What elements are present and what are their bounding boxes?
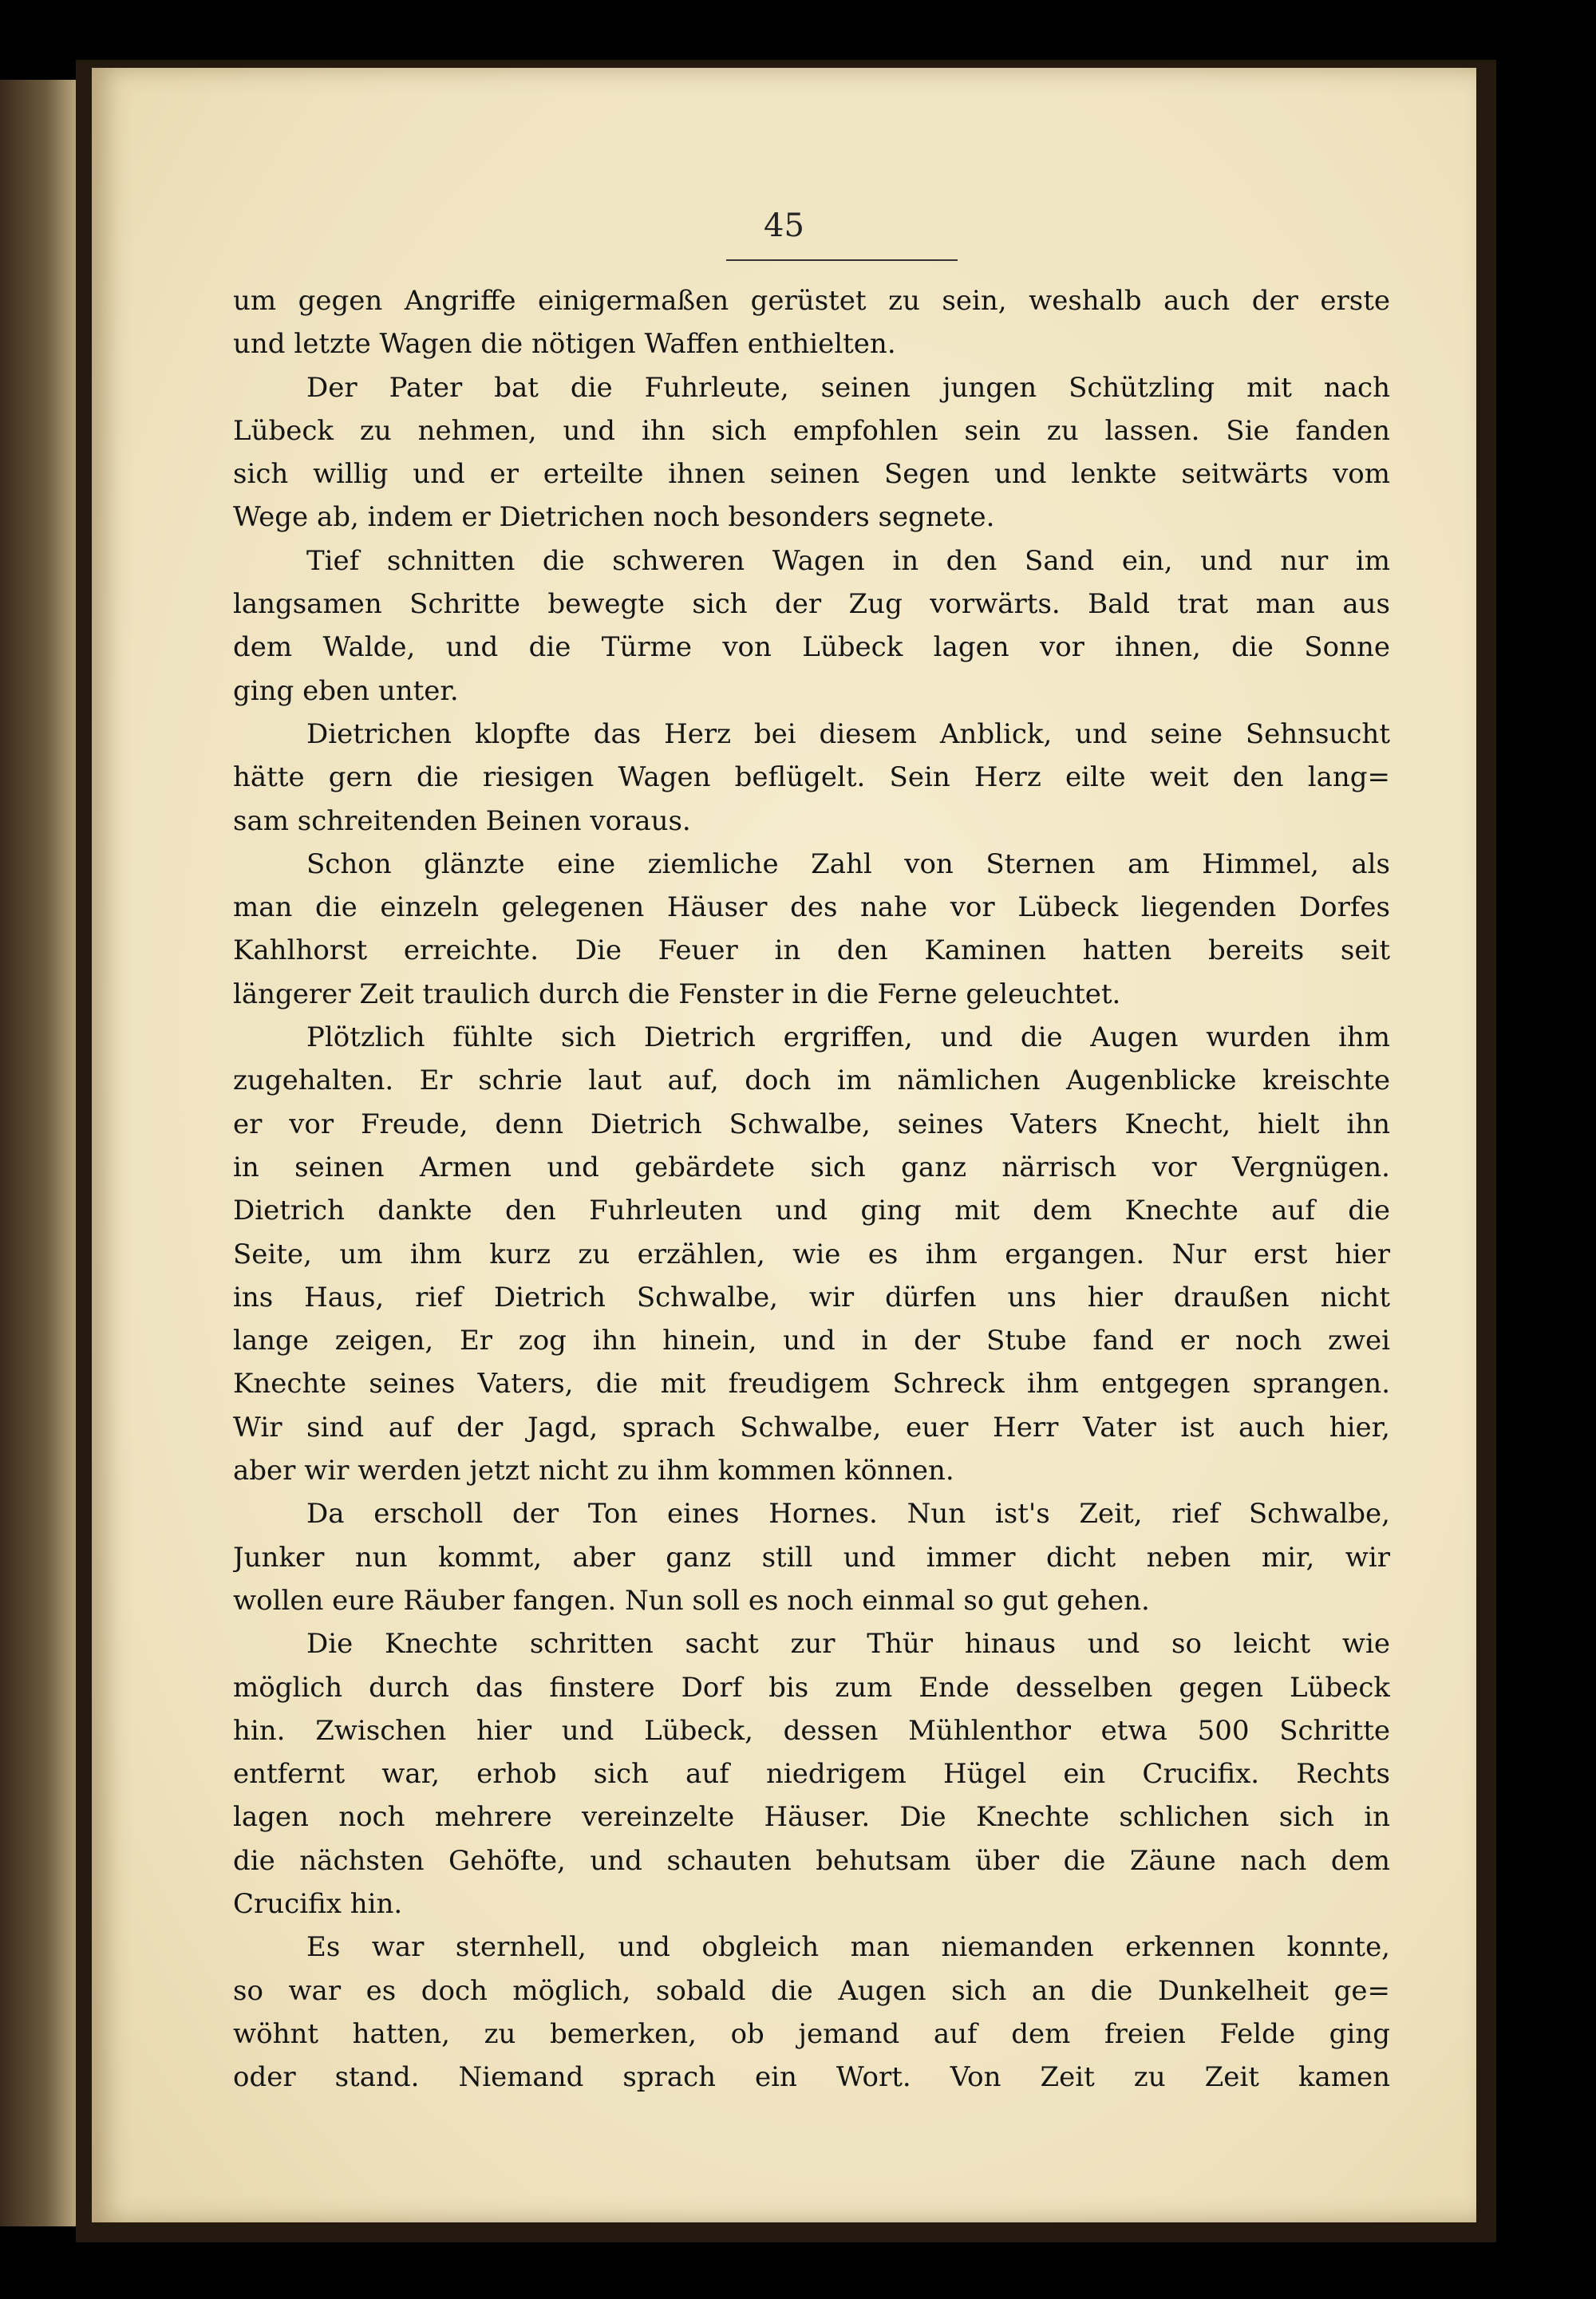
text-line: so war es doch möglich, sobald die Augen sich an die Dunkelheit ge=: [233, 1974, 1390, 2007]
text-line: langsamen Schritte bewegte sich der Zug vorwärts. Bald trat man aus: [233, 588, 1390, 621]
body-text: [233, 279, 1390, 2099]
text-line: Schon glänzte eine ziemliche Zahl von Sternen am Himmel, als: [306, 847, 1390, 880]
text-line: Es war sternhell, und obgleich man niemanden erkennen konnte,: [306, 1931, 1390, 1964]
text-line: in seinen Armen und gebärdete sich ganz närrisch vor Vergnügen.: [233, 1151, 1390, 1183]
text-line: lange zeigen, Er zog ihn hinein, und in der Stube fand er noch zwei: [233, 1325, 1390, 1357]
book-page: [92, 68, 1476, 2222]
text-line: und letzte Wagen die nötigen Waffen enthielten.: [233, 328, 896, 361]
text-line: Plötzlich fühlte sich Dietrich ergriffen, und die Augen wurden ihm: [306, 1021, 1390, 1054]
text-line: Wir sind auf der Jagd, sprach Schwalbe, euer Herr Vater ist auch hier,: [233, 1411, 1390, 1444]
text-line: um gegen Angriffe einigermaßen gerüstet zu sein, weshalb auch der erste: [233, 285, 1390, 317]
text-line: Die Knechte schritten sacht zur Thür hinaus und so leicht wie: [306, 1628, 1390, 1661]
text-line: Wege ab, indem er Dietrichen noch besonders segnete.: [233, 501, 995, 534]
text-line: hätte gern die riesigen Wagen beflügelt. Sein Herz eilte weit den lang=: [233, 761, 1390, 794]
text-line: Seite, um ihm kurz zu erzählen, wie es ihm ergangen. Nur erst hier: [233, 1238, 1390, 1270]
text-line: Kahlhorst erreichte. Die Feuer in den Kaminen hatten bereits seit: [233, 934, 1390, 967]
text-line: wollen eure Räuber fangen. Nun soll es noch einmal so gut gehen.: [233, 1584, 1150, 1617]
text-line: aber wir werden jetzt nicht zu ihm kommen können.: [233, 1455, 954, 1487]
text-line: Der Pater bat die Fuhrleute, seinen jungen Schützling mit nach: [306, 371, 1390, 404]
text-line: zugehalten. Er schrie laut auf, doch im nämlichen Augenblicke kreischte: [233, 1065, 1390, 1097]
text-line: ins Haus, rief Dietrich Schwalbe, wir dürfen uns hier draußen nicht: [233, 1281, 1390, 1313]
page-number: 45: [764, 207, 804, 244]
text-line: möglich durch das finstere Dorf bis zum Ende desselben gegen Lübeck: [233, 1671, 1390, 1704]
text-line: längerer Zeit traulich durch die Fenster in die Ferne geleuchtet.: [233, 978, 1121, 1010]
text-line: Lübeck zu nehmen, und ihn sich empfohlen sein zu lassen. Sie fanden: [233, 414, 1390, 447]
text-line: Da erscholl der Ton eines Hornes. Nun ist's Zeit, rief Schwalbe,: [306, 1498, 1390, 1531]
text-line: er vor Freude, denn Dietrich Schwalbe, seines Vaters Knecht, hielt ihn: [233, 1108, 1390, 1140]
text-line: entfernt war, erhob sich auf niedrigem Hügel ein Crucifix. Rechts: [233, 1758, 1390, 1791]
previous-page-edge: [0, 80, 76, 2226]
text-line: Tief schnitten die schweren Wagen in den Sand ein, und nur im: [306, 544, 1390, 577]
text-line: man die einzeln gelegenen Häuser des nahe vor Lübeck liegenden Dorfes: [233, 891, 1390, 924]
text-line: sich willig und er erteilte ihnen seinen Segen und lenkte seitwärts vom: [233, 458, 1390, 491]
text-line: Knechte seines Vaters, die mit freudigem Schreck ihm entgegen sprangen.: [233, 1368, 1390, 1400]
text-line: oder stand. Niemand sprach ein Wort. Von Zeit zu Zeit kamen: [233, 2061, 1390, 2094]
text-line: Dietrich dankte den Fuhrleuten und ging mit dem Knechte auf die: [233, 1195, 1390, 1227]
text-line: ging eben unter.: [233, 674, 459, 707]
header-rule: [726, 259, 958, 261]
text-line: sam schreitenden Beinen voraus.: [233, 804, 691, 837]
text-line: hin. Zwischen hier und Lübeck, dessen Mühlenthor etwa 500 Schritte: [233, 1714, 1390, 1747]
text-line: lagen noch mehrere vereinzelte Häuser. Die Knechte schlichen sich in: [233, 1801, 1390, 1834]
text-line: Crucifix hin.: [233, 1887, 403, 1920]
text-line: dem Walde, und die Türme von Lübeck lagen vor ihnen, die Sonne: [233, 631, 1390, 664]
text-line: Dietrichen klopfte das Herz bei diesem Anblick, und seine Sehnsucht: [306, 717, 1390, 750]
text-line: Junker nun kommt, aber ganz still und immer dicht neben mir, wir: [233, 1541, 1390, 1574]
text-line: wöhnt hatten, zu bemerken, ob jemand auf dem freien Felde ging: [233, 2017, 1390, 2050]
text-line: die nächsten Gehöfte, und schauten behutsam über die Zäune nach dem: [233, 1844, 1390, 1877]
